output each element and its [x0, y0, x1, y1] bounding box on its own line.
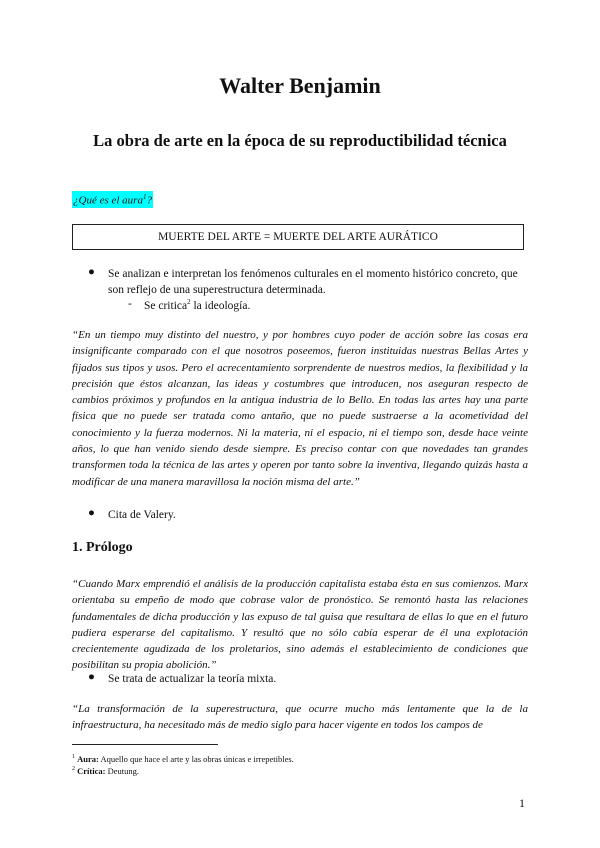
quote-valery: “En un tiempo muy distinto del nuestro, y por hombres cuyo poder de acción sobre las cosas era insignificante comparado con el que nosotros poseemos, fueron instituidas nuestras Bellas Artes y fijados sus tipos y usos. Pero el acrecentamiento sorprendente de nuestros medios, la flexibilidad y la precisión que éstos alcanzan, las ideas y costumbres que introducen, nos aseguran respecto de cambios próximos y profundos en la antigua industria de lo Bello. En todas las artes hay una parte física que no puede ser tratada como antaño, que no puede sustraerse a la acometividad del conocimiento y la fuerza modernos. Ni la materia, ni el espacio, ni el tiempo son, desde hace veinte años, lo que han venido siendo desde siempre. Es preciso contar con que novedades tan grandes transformen toda la técnica de las artes y operen por tanto sobre la inventiva, llegando quizás hasta a modificar de una manera maravillosa la noción misma del arte.”	[72, 329, 528, 488]
footnote-ref-1[interactable]: 1	[142, 193, 147, 201]
footnote-number: 1	[72, 754, 75, 760]
sub-item-text: Se critica	[144, 299, 188, 312]
sub-item-ideology	[144, 298, 250, 312]
quote-superstructure: “La transformación de la superestructura, que ocurre mucho más lentamente que la de la infraestructura, ha necesitado más de medio siglo para hacer vigente en todos los campos de	[72, 703, 528, 732]
footnote-1	[72, 752, 294, 765]
footnote-ref-2[interactable]: 2	[187, 298, 191, 306]
footnote-text: Deutung.	[105, 765, 139, 776]
aura-question-highlight	[72, 191, 153, 208]
page-number: 1	[519, 796, 525, 810]
bullet-marker: ●	[88, 266, 95, 278]
aura-question-end: ?	[146, 194, 152, 207]
document-title: La obra de arte en la época de su reproductibilidad técnica	[93, 131, 507, 150]
bullet-marker: ●	[88, 671, 95, 683]
sub-item-text-end: la ideología.	[190, 299, 251, 312]
dash-marker: -	[128, 298, 132, 310]
author-heading: Walter Benjamin	[219, 73, 381, 98]
footnote-text: Aquello que hace el arte y las obras únicas e irrepetibles.	[98, 753, 294, 764]
bullet-item-valery: Cita de Valery.	[108, 509, 176, 521]
footnote-term: Aura:	[77, 753, 99, 764]
footnote-term: Crítica:	[77, 765, 106, 776]
bullet-item-cultural: Se analizan e interpretan los fenómenos culturales en el momento histórico concreto, que son reflejo de una superestructura determinada.	[108, 268, 518, 296]
aura-question-text: ¿Qué es el aura	[73, 194, 143, 207]
quote-marx: “Cuando Marx emprendió el análisis de la producción capitalista estaba ésta en sus comienzos. Marx orientaba su empeño de modo que cobrase valor de pronóstico. Se remontó hasta las relaciones fundamentales de dicha producción y las expuso de tal guisa que resultara de ellas lo que en el futuro pudiera esperarse del capitalismo. Y resultó que no sólo cabía esperar de él una explotación crecientemente agudizada de los proletarios, sino además el establecimiento de condiciones que posibilitan su propia abolición.”	[72, 578, 528, 672]
section-heading-prologo: 1. Prólogo	[72, 540, 133, 555]
bullet-item-theory: Se trata de actualizar la teoría mixta.	[108, 673, 277, 685]
footnote-number: 2	[72, 766, 75, 772]
footnote-separator	[72, 744, 218, 745]
death-of-art-banner: MUERTE DEL ARTE = MUERTE DEL ARTE AURÁTICO	[72, 224, 524, 250]
footnote-2	[72, 764, 139, 777]
bullet-marker: ●	[88, 507, 95, 519]
